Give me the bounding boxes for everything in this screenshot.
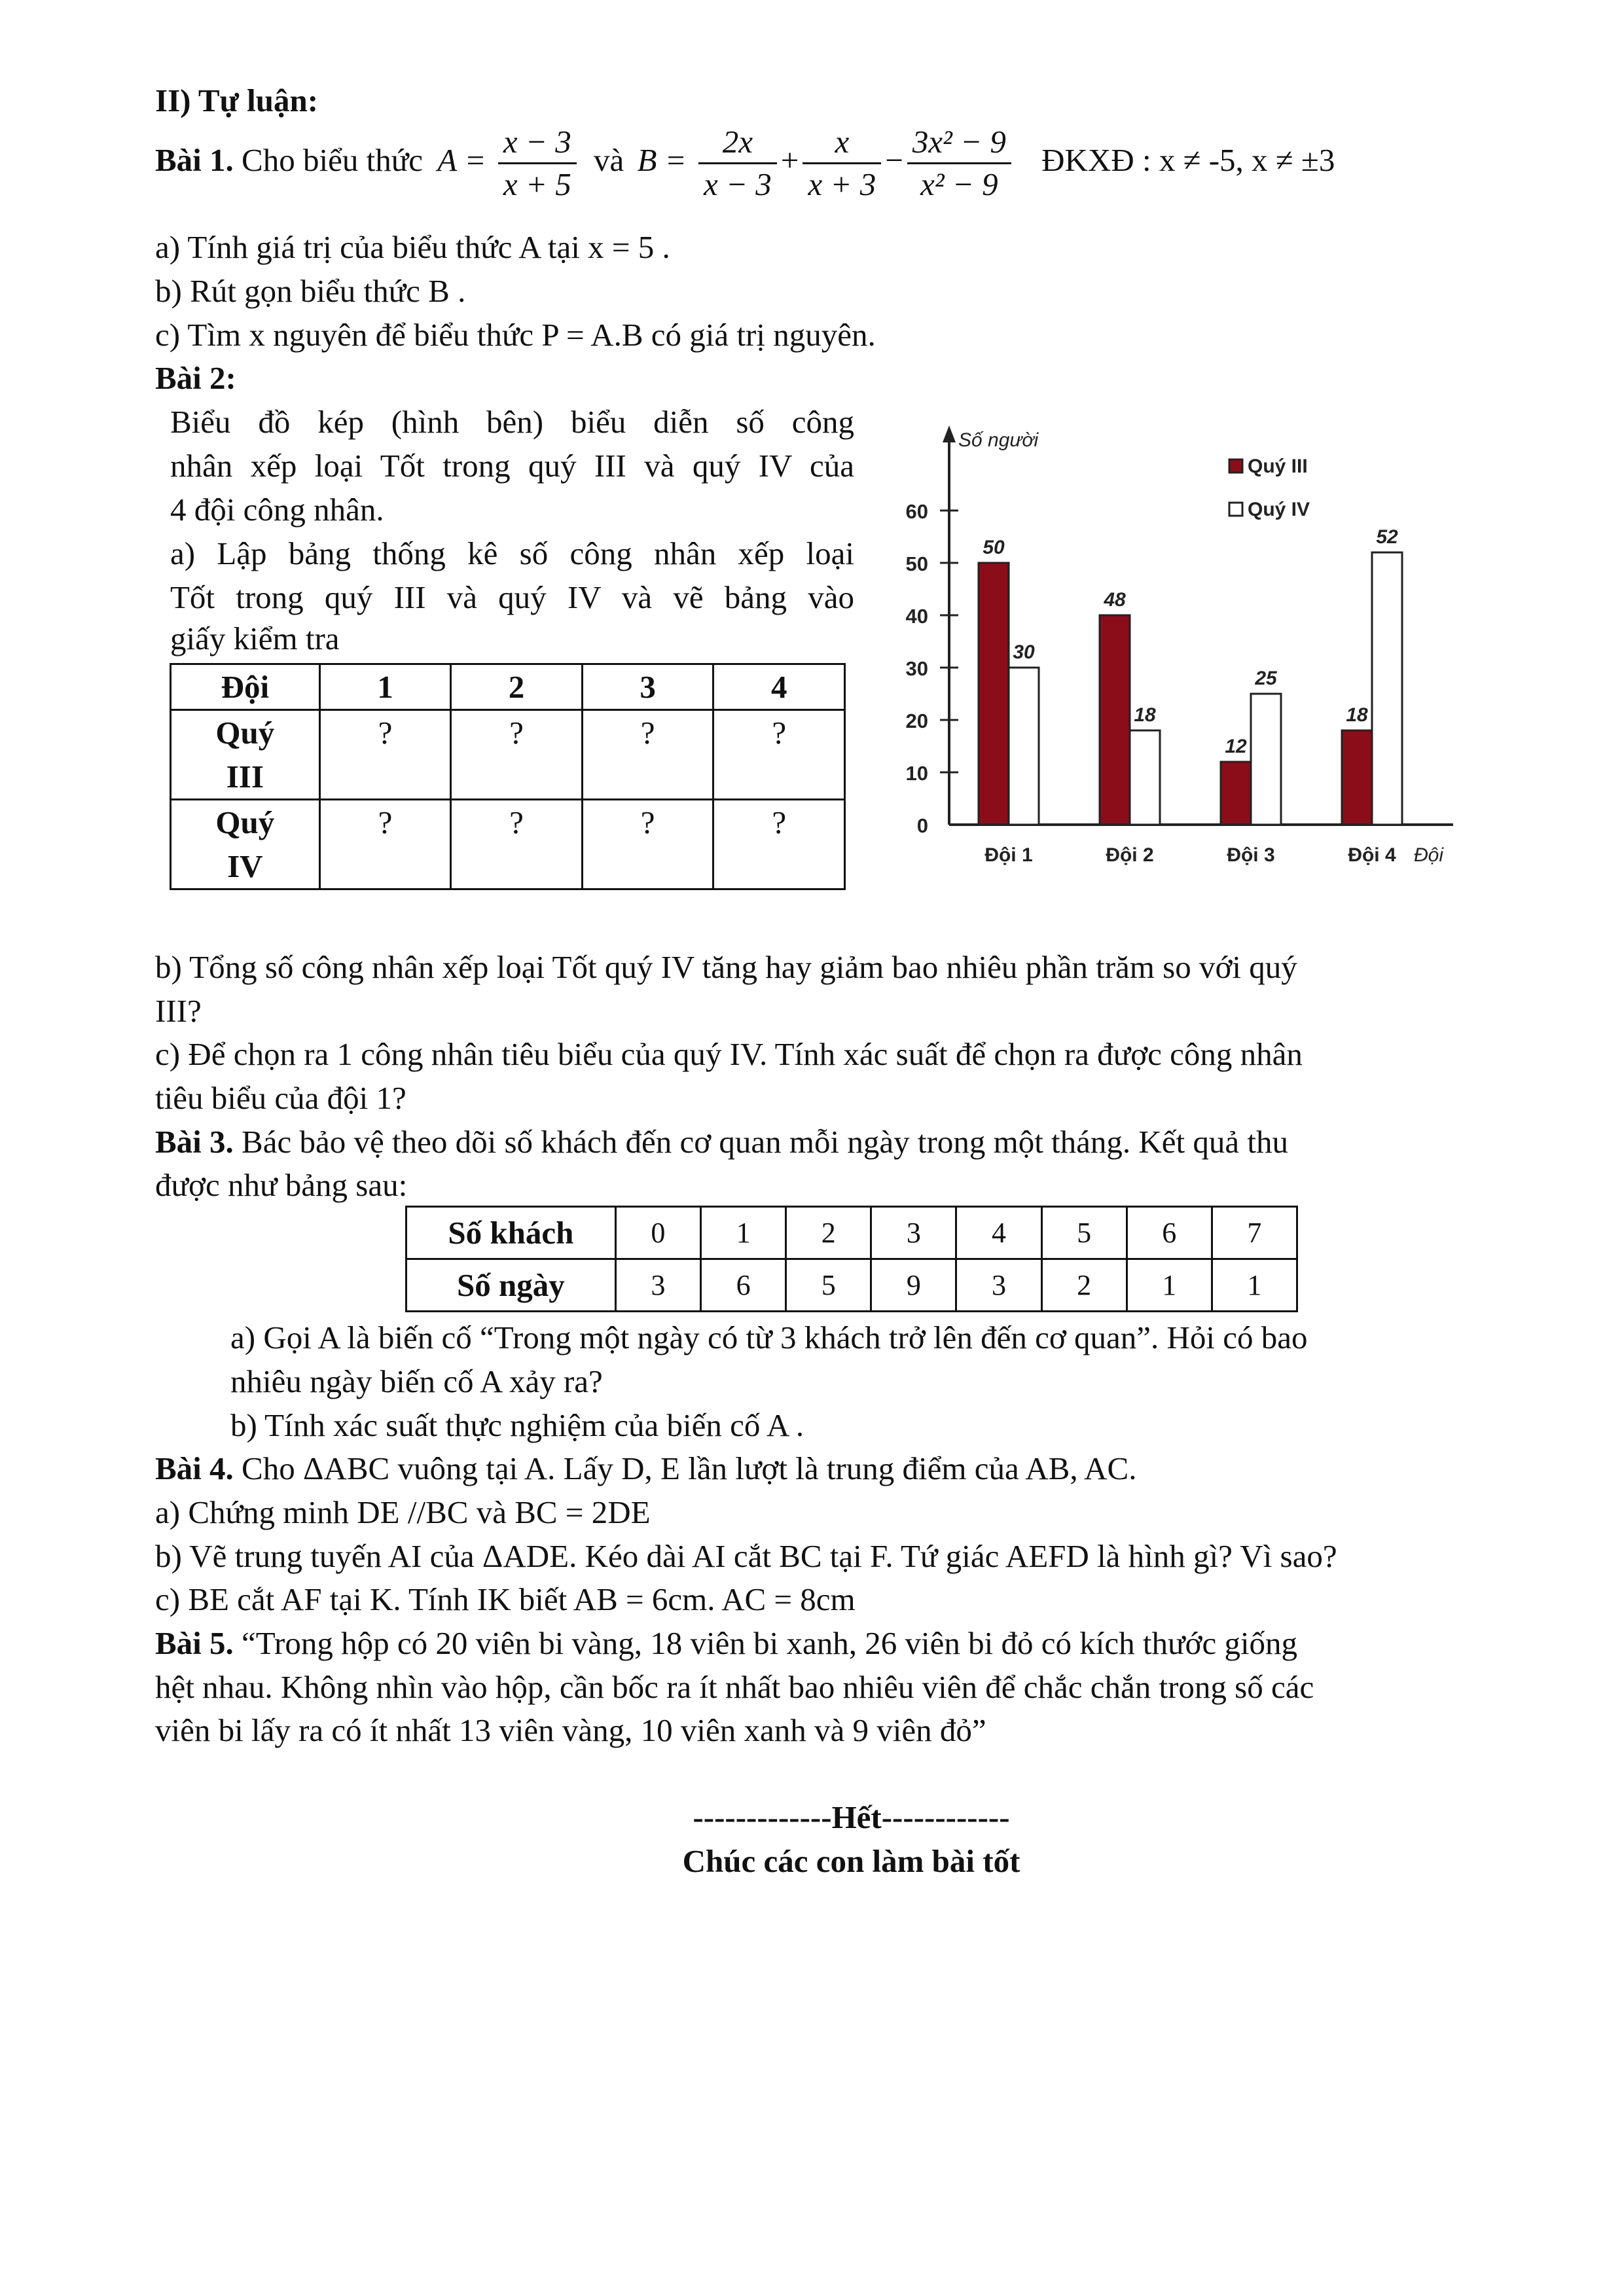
y-tick-label: 20: [905, 709, 928, 732]
bai2-line-1: Biểu đồ kép (hình bên) biểu diễn số công: [170, 404, 854, 440]
bai2-line-5: Tốt trong quý III và quý IV và vẽ bảng vào: [170, 579, 854, 615]
bai1-intro: Cho biểu thức: [242, 141, 424, 178]
bar-data-label: 12: [1225, 736, 1247, 757]
bai3-cell: 1: [1212, 1259, 1297, 1312]
expr-B-t3-den: x² − 9: [920, 166, 998, 202]
bar-quy-iii: [1100, 615, 1130, 825]
bar-quy-iv: [1009, 668, 1039, 825]
bai2-part-c-line-1: c) Để chọn ra 1 công nhân tiêu biểu của quý IV. Tính xác suất để chọn ra được công nhân: [155, 1036, 1303, 1072]
bai3-cell: 0: [615, 1207, 700, 1259]
bai2-header-cell: 2: [451, 664, 583, 710]
bai3-row-label: Số ngày: [406, 1259, 616, 1312]
expr-B-term1: [698, 122, 777, 205]
bai3-cell: 7: [1212, 1207, 1297, 1259]
bai2-line-3: 4 đội công nhân.: [170, 492, 384, 528]
bai1-part-c: c) Tìm x nguyên để biểu thức P = A.B có giá trị nguyên.: [155, 317, 876, 353]
bai3-row-ngay: [406, 1259, 1297, 1312]
bai4-part-c: c) BE cắt AF tại K. Tính IK biết AB = 6cm. AC = 8cm: [155, 1581, 856, 1617]
expr-A-num: x − 3: [498, 122, 577, 164]
bar-data-label: 25: [1255, 668, 1277, 689]
expr-B-t2-den: x + 3: [808, 166, 876, 202]
bai2-row-label: [171, 800, 320, 889]
bai3-cell: 5: [786, 1259, 871, 1312]
x-category-label: Đội 3: [1227, 844, 1275, 866]
bai3-part-a-line-1: a) Gọi A là biến cố “Trong một ngày có từ 3 khách trở lên đến cơ quan”. Hỏi có bao: [230, 1319, 1308, 1355]
legend-swatch: [1229, 459, 1242, 473]
bar-quy-iv: [1251, 694, 1281, 825]
bai2-cell: ?: [451, 800, 583, 889]
bai5-statement: [155, 1621, 1297, 1665]
bai2-part-b-line-2: III?: [155, 993, 202, 1029]
bai2-part-b-line-1: b) Tổng số công nhân xếp loại Tốt quý IV tăng hay giảm bao nhiêu phần trăm so với quý: [155, 949, 1297, 985]
bai4-part-b: b) Vẽ trung tuyến AI của ΔADE. Kéo dài AI cắt BC tại F. Tứ giác AEFD là hình gì? Vì sao?: [155, 1538, 1337, 1574]
bai2-row-label: [171, 710, 320, 800]
bar-quy-iv: [1372, 552, 1402, 825]
bai5-label: Bài 5.: [155, 1625, 234, 1661]
legend-swatch: [1229, 503, 1242, 516]
bai3-cell: 3: [871, 1207, 956, 1259]
bai2-header-cell: 4: [713, 664, 845, 710]
bar-quy-iii: [1221, 762, 1251, 825]
bai2-cell: ?: [582, 710, 713, 800]
bar-quy-iii: [1342, 730, 1372, 825]
expr-B-term3: [907, 122, 1011, 205]
end-marker: -------------Hết------------: [693, 1799, 1010, 1835]
y-tick-label: 30: [905, 657, 928, 680]
expr-B-t3-num: 3x² − 9: [907, 122, 1011, 164]
bai2-header-cell: Đội: [171, 664, 320, 710]
bai4-part-a: a) Chứng minh DE //BC và BC = 2DE: [155, 1494, 651, 1530]
expr-B-lhs: B =: [637, 141, 687, 178]
bai2-cell: ?: [582, 800, 713, 889]
x-category-label: Đội 2: [1106, 844, 1154, 866]
bai2-header-cell: 3: [582, 664, 713, 710]
expr-plus: +: [780, 141, 799, 178]
bai3-text: Bác bảo vệ theo dõi số khách đến cơ quan mỗi ngày trong một tháng. Kết quả thu: [242, 1124, 1289, 1160]
bai2-description: [170, 400, 854, 658]
bar-data-label: 52: [1376, 526, 1398, 548]
bai5-text-1: “Trong hộp có 20 viên bi vàng, 18 viên bi xanh, 26 viên bi đỏ có kích thước giống: [242, 1625, 1298, 1661]
bai3-cell: 1: [701, 1207, 786, 1259]
expr-B-t2-num: x: [803, 122, 881, 164]
legend-label: Quý IV: [1248, 499, 1310, 520]
bai3-part-b: b) Tính xác suất thực nghiệm của biến cố A .: [230, 1407, 804, 1443]
bai1-dkxd: ĐKXĐ : x ≠ -5, x ≠ ±3: [1041, 141, 1335, 178]
bai3-cell: 5: [1041, 1207, 1127, 1259]
bai5-text-3: viên bi lấy ra có ít nhất 13 viên vàng, 10 viên xanh và 9 viên đỏ”: [155, 1712, 986, 1748]
bai2-line-2: nhân xếp loại Tốt trong quý III và quý IV của: [170, 448, 854, 484]
expr-A-fraction: [498, 122, 577, 205]
bai2-cell: ?: [451, 710, 583, 800]
bai3-statement: [155, 1120, 1288, 1164]
bai3-cell: 4: [956, 1207, 1041, 1259]
bar-quy-iv: [1130, 730, 1160, 825]
y-tick-label: 50: [905, 552, 928, 575]
bai4-statement: [155, 1446, 1136, 1490]
bai3-cell: 9: [871, 1259, 956, 1312]
bai2-cell: ?: [713, 710, 845, 800]
bai1-part-b: b) Rút gọn biểu thức B .: [155, 273, 466, 309]
bai2-table-row: [171, 710, 845, 800]
y-axis-label: Số người: [958, 429, 1039, 451]
y-axis-arrow: [943, 425, 956, 442]
y-tick-label: 40: [905, 605, 928, 628]
bai2-header-cell: 1: [319, 664, 451, 710]
bai3-row-khach: [406, 1207, 1297, 1259]
bai3-cell: 2: [786, 1207, 871, 1259]
y-tick-label: 60: [905, 500, 928, 523]
bai2-table-row: [171, 800, 845, 889]
bar-data-label: 18: [1346, 704, 1368, 726]
expr-A-den: x + 5: [503, 166, 571, 202]
bai4-label: Bài 4.: [155, 1450, 234, 1486]
bai1-va: và: [593, 141, 624, 178]
bar-chart: [877, 419, 1466, 890]
expr-minus: −: [885, 141, 903, 178]
bai1-label: Bài 1.: [155, 141, 234, 178]
row-label-line: III: [226, 759, 264, 795]
bai3-row-label: Số khách: [406, 1207, 616, 1259]
bai3-cell: 3: [615, 1259, 700, 1312]
bar-quy-iii: [979, 563, 1009, 825]
y-tick-label: 10: [905, 762, 928, 785]
row-label-line: IV: [227, 848, 263, 884]
bar-data-label: 50: [983, 537, 1005, 558]
bai3-cell: 6: [701, 1259, 786, 1312]
bai2-cell: ?: [713, 800, 845, 889]
bai2-line-6: giấy kiểm tra: [170, 620, 340, 656]
row-label-line: Quý: [215, 804, 275, 840]
bai2-table: [170, 663, 846, 890]
x-category-label: Đội 1: [984, 844, 1033, 866]
y-tick-label: 0: [916, 814, 928, 837]
bai3-label: Bài 3.: [155, 1124, 234, 1160]
bai3-part-a-line-2: nhiêu ngày biến cố A xảy ra?: [230, 1363, 603, 1399]
bai1-part-a: a) Tính giá trị của biểu thức A tại x = 5 .: [155, 229, 670, 265]
bai3-table: [405, 1206, 1298, 1312]
legend-label: Quý III: [1248, 456, 1308, 477]
bar-data-label: 48: [1104, 589, 1126, 611]
expr-B-t1-num: 2x: [698, 122, 777, 164]
bai2-part-c-line-2: tiêu biểu của đội 1?: [155, 1080, 406, 1116]
bai2-line-4: a) Lập bảng thống kê số công nhân xếp loại: [170, 535, 854, 571]
expr-B-term2: [803, 122, 881, 205]
bai2-label: Bài 2:: [155, 360, 236, 396]
bai3-cell: 6: [1127, 1207, 1212, 1259]
bai1-statement: [155, 122, 1335, 205]
bai2-cell: ?: [319, 800, 451, 889]
expr-B-t1-den: x − 3: [703, 166, 772, 202]
bai2-cell: ?: [319, 710, 451, 800]
section-title: II) Tự luận:: [155, 82, 319, 118]
bai3-cell: 1: [1127, 1259, 1212, 1312]
closing-wish: Chúc các con làm bài tốt: [682, 1843, 1020, 1879]
bai3-cell: 3: [956, 1259, 1041, 1312]
bai2-table-header: [171, 664, 845, 710]
x-category-label: Đội 4: [1348, 844, 1396, 866]
expr-A-lhs: A =: [437, 141, 486, 178]
bai4-text: Cho ΔABC vuông tại A. Lấy D, E lần lượt là trung điểm của AB, AC.: [242, 1450, 1137, 1486]
bai3-text-2: được như bảng sau:: [155, 1167, 408, 1203]
bar-data-label: 18: [1134, 704, 1156, 726]
bai5-text-2: hệt nhau. Không nhìn vào hộp, cần bốc ra ít nhất bao nhiêu viên để chắc chắn trong số các: [155, 1669, 1314, 1705]
x-axis-label: Đội: [1414, 844, 1444, 866]
bai3-cell: 2: [1041, 1259, 1127, 1312]
bar-data-label: 30: [1013, 641, 1035, 663]
row-label-line: Quý: [215, 715, 275, 751]
